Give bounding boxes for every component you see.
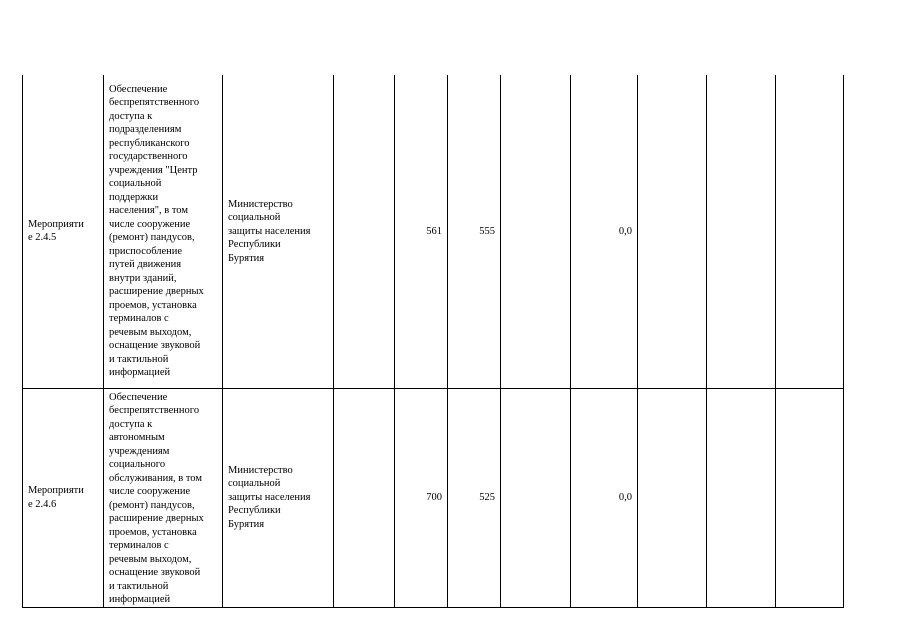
empty-cell — [334, 388, 395, 607]
activity-description: Обеспечение беспрепятственного доступа к подразделениям республиканского государственного учреждения "Центр социальной поддержки населения", в том числе сооружение (ремонт) пандусов, приспособление путей движения внутри зданий, расширение дверных проемов, установка терминалов с речевым выходом, оснащение звуковой и тактильной информацией — [104, 75, 223, 388]
empty-cell — [638, 75, 707, 388]
empty-cell — [776, 388, 844, 607]
activity-code: Мероприяти е 2.4.5 — [23, 75, 104, 388]
activity-description: Обеспечение беспрепятственного доступа к автономным учреждениям социального обслуживания, в том числе сооружение (ремонт) пандусов, расширение дверных проемов, установка терминалов с речевым выходом, оснащение звуковой и тактильной информацией — [104, 388, 223, 607]
empty-cell — [501, 388, 571, 607]
activity-executor: Министерство социальной защиты населения Республики Бурятия — [223, 75, 334, 388]
empty-cell — [334, 75, 395, 388]
value-b-cell: 525 — [448, 388, 501, 607]
value-a-cell: 561 — [395, 75, 448, 388]
activity-executor: Министерство социальной защиты населения Республики Бурятия — [223, 388, 334, 607]
empty-cell — [501, 75, 571, 388]
value-c-cell: 0,0 — [571, 75, 638, 388]
value-a-cell: 700 — [395, 388, 448, 607]
empty-cell — [707, 388, 776, 607]
value-b-cell: 555 — [448, 75, 501, 388]
program-activities-table — [22, 75, 844, 608]
empty-cell — [776, 75, 844, 388]
table-row — [23, 75, 844, 388]
value-c-cell: 0,0 — [571, 388, 638, 607]
empty-cell — [707, 75, 776, 388]
table-row — [23, 388, 844, 607]
empty-cell — [638, 388, 707, 607]
activity-code: Мероприяти е 2.4.6 — [23, 388, 104, 607]
